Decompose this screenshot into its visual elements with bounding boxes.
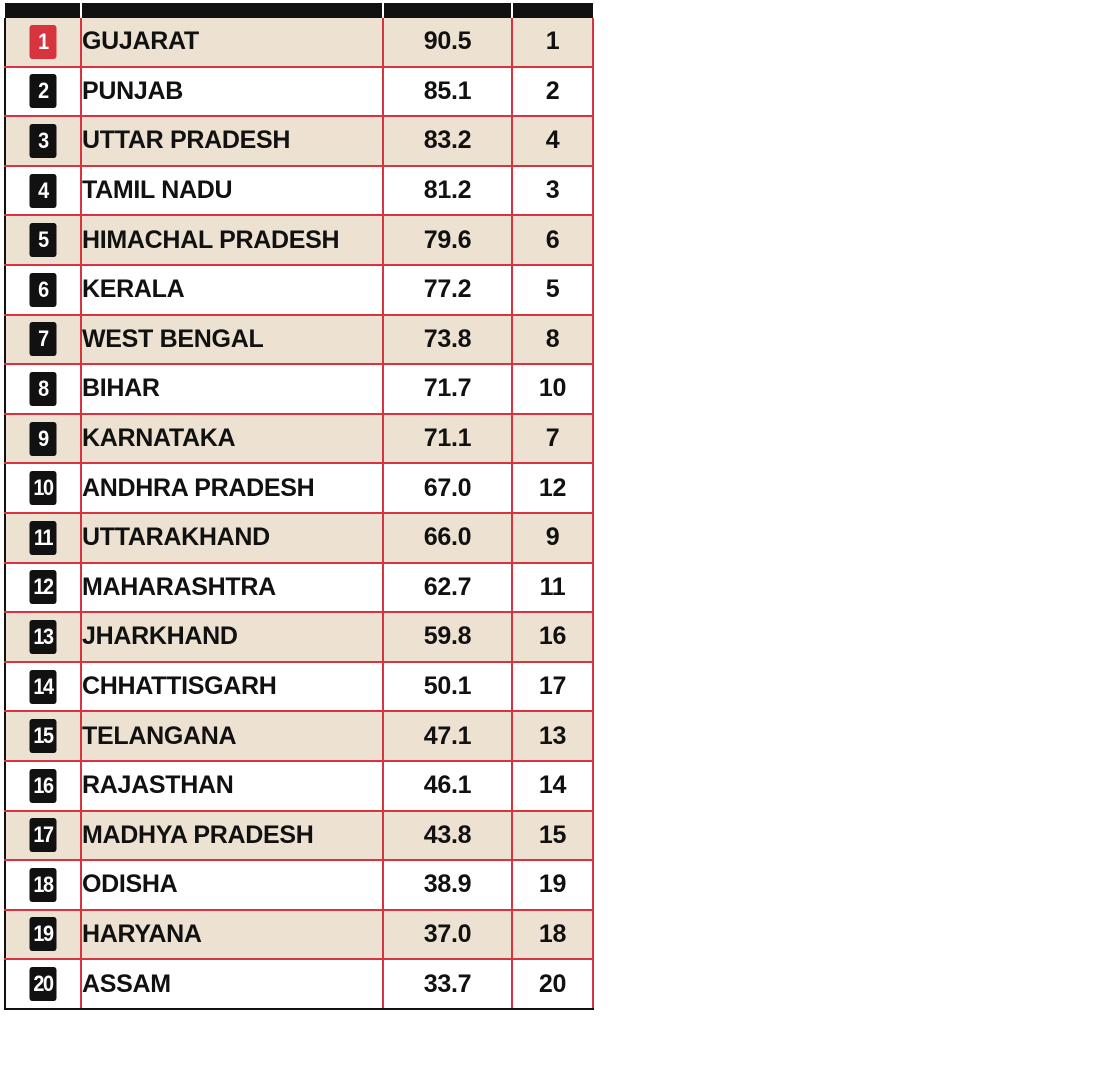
rank-cell bbox=[5, 67, 81, 117]
header-row bbox=[5, 3, 593, 18]
previous-rank-value: 19 bbox=[512, 860, 593, 910]
rank-cell bbox=[5, 414, 81, 464]
rank-cell bbox=[5, 215, 81, 265]
table-row bbox=[5, 959, 593, 1009]
state-name: HIMACHAL PRADESH bbox=[81, 215, 383, 265]
table-row bbox=[5, 116, 593, 166]
rank-badge: 6 bbox=[30, 273, 57, 307]
state-name: PUNJAB bbox=[81, 67, 383, 117]
rank-cell bbox=[5, 761, 81, 811]
rank-cell bbox=[5, 265, 81, 315]
state-name: KARNATAKA bbox=[81, 414, 383, 464]
previous-rank-value: 16 bbox=[512, 612, 593, 662]
rank-cell bbox=[5, 166, 81, 216]
table-row bbox=[5, 860, 593, 910]
score-value: 46.1 bbox=[383, 761, 512, 811]
rank-cell bbox=[5, 662, 81, 712]
previous-rank-value: 3 bbox=[512, 166, 593, 216]
previous-rank-value: 20 bbox=[512, 959, 593, 1009]
rank-badge: 12 bbox=[30, 570, 57, 604]
rank-cell bbox=[5, 959, 81, 1009]
previous-rank-value: 13 bbox=[512, 711, 593, 761]
rank-cell bbox=[5, 463, 81, 513]
score-value: 33.7 bbox=[383, 959, 512, 1009]
state-name: JHARKHAND bbox=[81, 612, 383, 662]
table-row bbox=[5, 612, 593, 662]
score-value: 50.1 bbox=[383, 662, 512, 712]
rank-cell bbox=[5, 711, 81, 761]
state-ranking-table bbox=[4, 3, 594, 1010]
state-name: UTTARAKHAND bbox=[81, 513, 383, 563]
state-name: MAHARASHTRA bbox=[81, 563, 383, 613]
table-row bbox=[5, 166, 593, 216]
previous-rank-value: 12 bbox=[512, 463, 593, 513]
previous-rank-value: 14 bbox=[512, 761, 593, 811]
header-rank bbox=[5, 3, 81, 18]
rank-badge: 10 bbox=[30, 471, 57, 505]
table-row bbox=[5, 910, 593, 960]
state-name: TAMIL NADU bbox=[81, 166, 383, 216]
rank-cell bbox=[5, 364, 81, 414]
rank-badge: 5 bbox=[30, 223, 57, 257]
rank-badge: 8 bbox=[30, 372, 57, 406]
rank-cell bbox=[5, 811, 81, 861]
table-row bbox=[5, 18, 593, 67]
rank-cell bbox=[5, 116, 81, 166]
score-value: 90.5 bbox=[383, 18, 512, 67]
header-previous-rank bbox=[512, 3, 593, 18]
score-value: 85.1 bbox=[383, 67, 512, 117]
previous-rank-value: 7 bbox=[512, 414, 593, 464]
previous-rank-value: 18 bbox=[512, 910, 593, 960]
score-value: 81.2 bbox=[383, 166, 512, 216]
table-row bbox=[5, 315, 593, 365]
score-value: 73.8 bbox=[383, 315, 512, 365]
score-value: 38.9 bbox=[383, 860, 512, 910]
state-name: CHHATTISGARH bbox=[81, 662, 383, 712]
rank-cell bbox=[5, 18, 81, 67]
table-row bbox=[5, 67, 593, 117]
score-value: 43.8 bbox=[383, 811, 512, 861]
state-name: BIHAR bbox=[81, 364, 383, 414]
rank-badge: 14 bbox=[30, 670, 57, 704]
rank-badge: 13 bbox=[30, 620, 57, 654]
table-row bbox=[5, 364, 593, 414]
state-name: ASSAM bbox=[81, 959, 383, 1009]
rank-cell bbox=[5, 910, 81, 960]
score-value: 37.0 bbox=[383, 910, 512, 960]
previous-rank-value: 4 bbox=[512, 116, 593, 166]
previous-rank-value: 2 bbox=[512, 67, 593, 117]
state-name: WEST BENGAL bbox=[81, 315, 383, 365]
previous-rank-value: 9 bbox=[512, 513, 593, 563]
rank-badge: 9 bbox=[30, 422, 57, 456]
table-row bbox=[5, 414, 593, 464]
rank-badge: 18 bbox=[30, 868, 57, 902]
table-row bbox=[5, 811, 593, 861]
state-name: HARYANA bbox=[81, 910, 383, 960]
table-row bbox=[5, 563, 593, 613]
state-name: GUJARAT bbox=[81, 18, 383, 67]
score-value: 77.2 bbox=[383, 265, 512, 315]
table-row bbox=[5, 513, 593, 563]
rank-badge: 19 bbox=[30, 917, 57, 951]
state-name: RAJASTHAN bbox=[81, 761, 383, 811]
state-name: MADHYA PRADESH bbox=[81, 811, 383, 861]
state-name: ANDHRA PRADESH bbox=[81, 463, 383, 513]
rank-cell bbox=[5, 513, 81, 563]
score-value: 47.1 bbox=[383, 711, 512, 761]
previous-rank-value: 17 bbox=[512, 662, 593, 712]
score-value: 79.6 bbox=[383, 215, 512, 265]
rank-badge: 1 bbox=[30, 25, 57, 59]
previous-rank-value: 6 bbox=[512, 215, 593, 265]
rank-badge: 17 bbox=[30, 818, 57, 852]
previous-rank-value: 11 bbox=[512, 563, 593, 613]
rank-badge: 20 bbox=[30, 967, 57, 1001]
score-value: 71.7 bbox=[383, 364, 512, 414]
score-value: 62.7 bbox=[383, 563, 512, 613]
previous-rank-value: 1 bbox=[512, 18, 593, 67]
previous-rank-value: 5 bbox=[512, 265, 593, 315]
state-name: TELANGANA bbox=[81, 711, 383, 761]
rank-badge: 15 bbox=[30, 719, 57, 753]
table-row bbox=[5, 761, 593, 811]
score-value: 67.0 bbox=[383, 463, 512, 513]
table-row bbox=[5, 265, 593, 315]
rank-badge: 11 bbox=[30, 521, 57, 555]
table-header bbox=[5, 3, 593, 18]
rank-cell bbox=[5, 563, 81, 613]
table-row bbox=[5, 463, 593, 513]
rank-badge: 16 bbox=[30, 769, 57, 803]
table-row bbox=[5, 662, 593, 712]
rank-badge: 3 bbox=[30, 124, 57, 158]
previous-rank-value: 10 bbox=[512, 364, 593, 414]
score-value: 83.2 bbox=[383, 116, 512, 166]
rank-badge: 4 bbox=[30, 174, 57, 208]
table-row bbox=[5, 711, 593, 761]
rank-cell bbox=[5, 860, 81, 910]
score-value: 59.8 bbox=[383, 612, 512, 662]
rank-cell bbox=[5, 612, 81, 662]
previous-rank-value: 15 bbox=[512, 811, 593, 861]
header-score bbox=[383, 3, 512, 18]
table-body bbox=[5, 18, 593, 1009]
state-name: ODISHA bbox=[81, 860, 383, 910]
state-name: KERALA bbox=[81, 265, 383, 315]
table-row bbox=[5, 215, 593, 265]
previous-rank-value: 8 bbox=[512, 315, 593, 365]
score-value: 71.1 bbox=[383, 414, 512, 464]
state-name: UTTAR PRADESH bbox=[81, 116, 383, 166]
score-value: 66.0 bbox=[383, 513, 512, 563]
rank-badge: 2 bbox=[30, 74, 57, 108]
rank-badge: 7 bbox=[30, 322, 57, 356]
header-state bbox=[81, 3, 383, 18]
rank-cell bbox=[5, 315, 81, 365]
